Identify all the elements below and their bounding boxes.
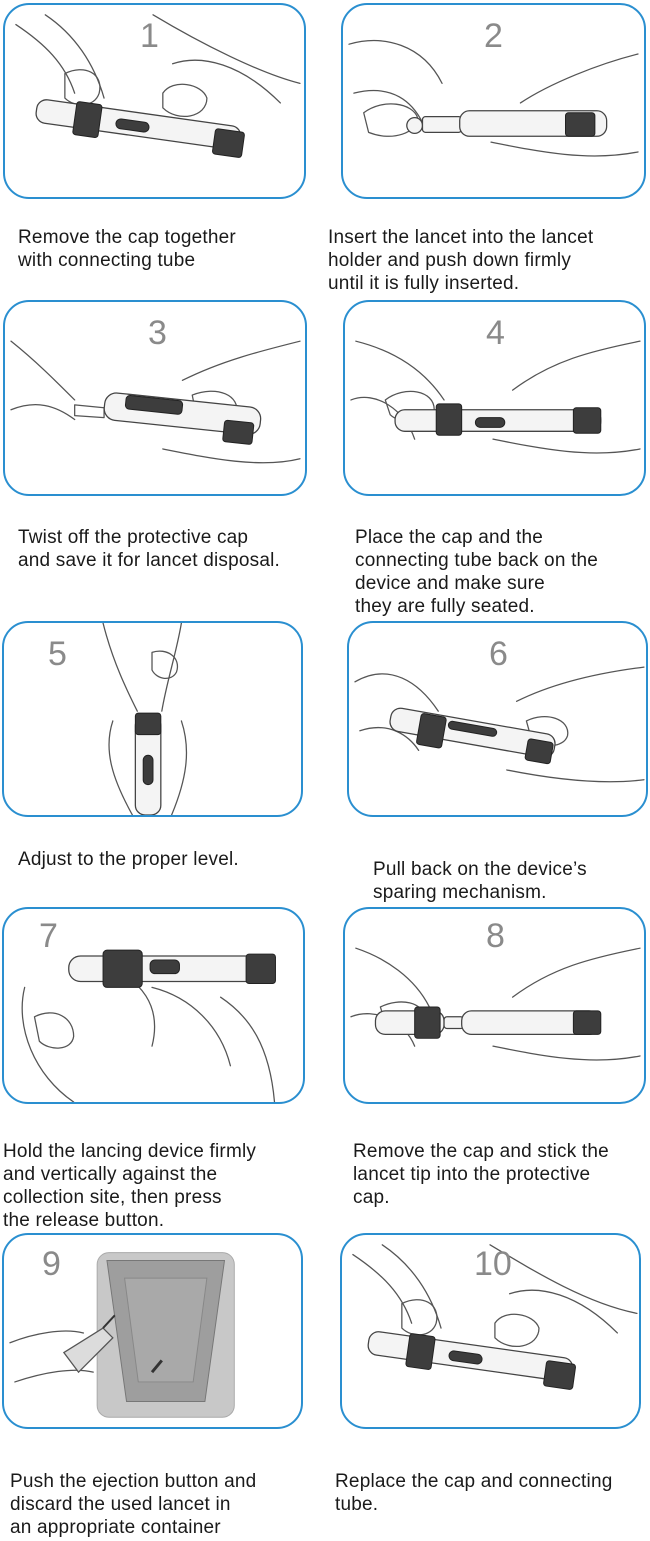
step-number: 6 — [489, 635, 508, 673]
step-7-caption: Hold the lancing device firmly and vertically against the collection site, then press the release button. — [3, 1141, 257, 1231]
step-number: 2 — [484, 17, 503, 55]
step-3-illustration — [3, 300, 307, 496]
step-8-illustration — [343, 907, 646, 1104]
step-5-caption: Adjust to the proper level. — [18, 849, 239, 870]
step-1-illustration — [3, 3, 306, 199]
step-number: 3 — [148, 314, 167, 352]
step-10-caption: Replace the cap and connecting tube. — [335, 1471, 613, 1515]
step-number: 10 — [474, 1245, 512, 1283]
step-5-illustration — [2, 621, 303, 817]
step-10-illustration — [340, 1233, 641, 1429]
step-number: 9 — [42, 1245, 61, 1283]
step-2-caption: Insert the lancet into the lancet holder and push down firmly until it is fully inserted. — [328, 227, 594, 294]
step-4-caption: Place the cap and the connecting tube back on the device and make sure they are fully seated. — [355, 527, 599, 617]
step-number: 5 — [48, 635, 67, 673]
step-2-illustration — [341, 3, 646, 199]
step-number: 4 — [486, 314, 505, 352]
step-number: 8 — [486, 917, 505, 955]
step-7-illustration — [2, 907, 305, 1104]
step-1-caption: Remove the cap together with connecting tube — [18, 227, 236, 271]
step-6-caption: Pull back on the device’s sparing mechanism. — [373, 859, 587, 903]
step-6-illustration — [347, 621, 648, 817]
step-3-caption: Twist off the protective cap and save it for lancet disposal. — [18, 527, 280, 571]
step-4-illustration — [343, 300, 646, 496]
step-number: 7 — [39, 917, 58, 955]
step-8-caption: Remove the cap and stick the lancet tip into the protective cap. — [353, 1141, 609, 1208]
step-9-illustration — [2, 1233, 303, 1429]
step-9-caption: Push the ejection button and discard the used lancet in an appropriate container — [10, 1471, 257, 1538]
step-number: 1 — [140, 17, 159, 55]
